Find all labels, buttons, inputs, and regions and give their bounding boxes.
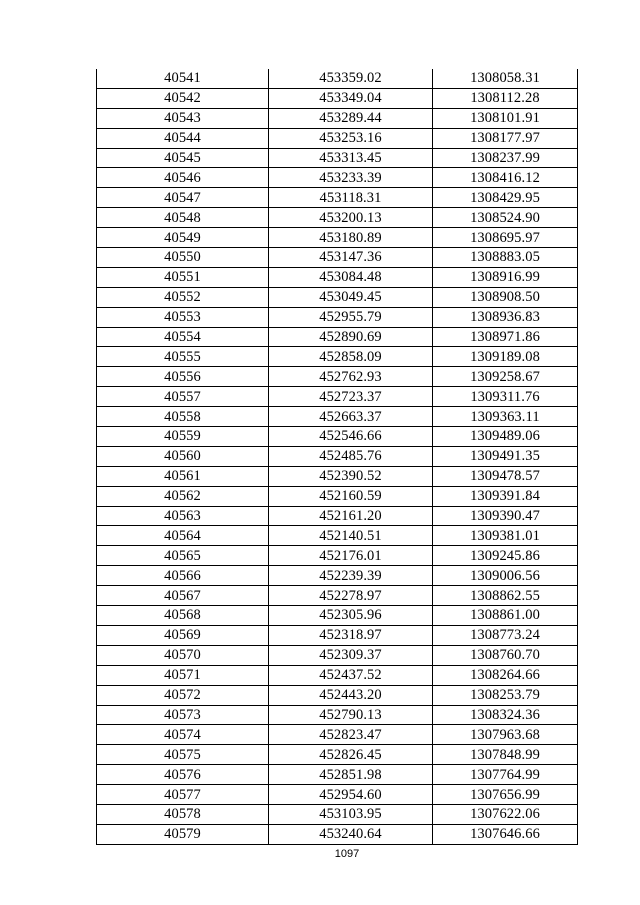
x-coordinate-cell: 452239.39 <box>269 566 433 586</box>
table-row <box>97 108 578 128</box>
x-coordinate-cell: 453289.44 <box>269 108 433 128</box>
point-id-cell: 40563 <box>97 506 269 526</box>
table-row <box>97 208 578 228</box>
table-row <box>97 765 578 785</box>
table-row <box>97 526 578 546</box>
point-id-cell: 40550 <box>97 248 269 268</box>
y-coordinate-cell: 1308429.95 <box>433 188 578 208</box>
point-id-cell: 40567 <box>97 586 269 606</box>
y-coordinate-cell: 1308695.97 <box>433 228 578 248</box>
x-coordinate-cell: 452318.97 <box>269 625 433 645</box>
x-coordinate-cell: 453180.89 <box>269 228 433 248</box>
table-row <box>97 267 578 287</box>
table-row <box>97 785 578 805</box>
point-id-cell: 40566 <box>97 566 269 586</box>
point-id-cell: 40562 <box>97 486 269 506</box>
x-coordinate-cell: 453313.45 <box>269 148 433 168</box>
y-coordinate-cell: 1308112.28 <box>433 88 578 108</box>
point-id-cell: 40574 <box>97 725 269 745</box>
table-row <box>97 407 578 427</box>
page-number: 1097 <box>334 848 360 860</box>
table-row <box>97 188 578 208</box>
x-coordinate-cell: 452723.37 <box>269 387 433 407</box>
point-id-cell: 40554 <box>97 327 269 347</box>
point-id-cell: 40572 <box>97 685 269 705</box>
point-id-cell: 40576 <box>97 765 269 785</box>
x-coordinate-cell: 452390.52 <box>269 466 433 486</box>
point-id-cell: 40568 <box>97 606 269 626</box>
x-coordinate-cell: 452851.98 <box>269 765 433 785</box>
table-row <box>97 725 578 745</box>
y-coordinate-cell: 1308177.97 <box>433 128 578 148</box>
coordinate-table-container <box>96 69 577 845</box>
table-row <box>97 168 578 188</box>
y-coordinate-cell: 1309381.01 <box>433 526 578 546</box>
point-id-cell: 40578 <box>97 804 269 824</box>
table-row <box>97 745 578 765</box>
y-coordinate-cell: 1307622.06 <box>433 804 578 824</box>
x-coordinate-cell: 452140.51 <box>269 526 433 546</box>
y-coordinate-cell: 1309311.76 <box>433 387 578 407</box>
y-coordinate-cell: 1308773.24 <box>433 625 578 645</box>
y-coordinate-cell: 1309489.06 <box>433 427 578 447</box>
table-row <box>97 645 578 665</box>
y-coordinate-cell: 1308237.99 <box>433 148 578 168</box>
x-coordinate-cell: 453200.13 <box>269 208 433 228</box>
y-coordinate-cell: 1308101.91 <box>433 108 578 128</box>
table-row <box>97 824 578 844</box>
y-coordinate-cell: 1309478.57 <box>433 466 578 486</box>
point-id-cell: 40551 <box>97 267 269 287</box>
point-id-cell: 40571 <box>97 665 269 685</box>
y-coordinate-cell: 1309006.56 <box>433 566 578 586</box>
y-coordinate-cell: 1308416.12 <box>433 168 578 188</box>
x-coordinate-cell: 453253.16 <box>269 128 433 148</box>
x-coordinate-cell: 453084.48 <box>269 267 433 287</box>
table-row <box>97 625 578 645</box>
point-id-cell: 40548 <box>97 208 269 228</box>
table-row <box>97 327 578 347</box>
y-coordinate-cell: 1308324.36 <box>433 705 578 725</box>
y-coordinate-cell: 1307646.66 <box>433 824 578 844</box>
point-id-cell: 40553 <box>97 307 269 327</box>
x-coordinate-cell: 453118.31 <box>269 188 433 208</box>
point-id-cell: 40541 <box>97 69 269 88</box>
y-coordinate-cell: 1309189.08 <box>433 347 578 367</box>
x-coordinate-cell: 453103.95 <box>269 804 433 824</box>
point-id-cell: 40545 <box>97 148 269 168</box>
y-coordinate-cell: 1309258.67 <box>433 367 578 387</box>
x-coordinate-cell: 452890.69 <box>269 327 433 347</box>
point-id-cell: 40558 <box>97 407 269 427</box>
x-coordinate-cell: 452823.47 <box>269 725 433 745</box>
x-coordinate-cell: 452954.60 <box>269 785 433 805</box>
x-coordinate-cell: 452485.76 <box>269 446 433 466</box>
table-row <box>97 228 578 248</box>
y-coordinate-cell: 1307848.99 <box>433 745 578 765</box>
table-row <box>97 486 578 506</box>
y-coordinate-cell: 1308058.31 <box>433 69 578 88</box>
point-id-cell: 40573 <box>97 705 269 725</box>
point-id-cell: 40543 <box>97 108 269 128</box>
table-row <box>97 665 578 685</box>
table-row <box>97 307 578 327</box>
x-coordinate-cell: 452437.52 <box>269 665 433 685</box>
point-id-cell: 40557 <box>97 387 269 407</box>
y-coordinate-cell: 1307764.99 <box>433 765 578 785</box>
x-coordinate-cell: 452161.20 <box>269 506 433 526</box>
point-id-cell: 40577 <box>97 785 269 805</box>
point-id-cell: 40552 <box>97 287 269 307</box>
y-coordinate-cell: 1308253.79 <box>433 685 578 705</box>
point-id-cell: 40544 <box>97 128 269 148</box>
coordinate-table <box>96 69 578 845</box>
y-coordinate-cell: 1309390.47 <box>433 506 578 526</box>
table-row <box>97 367 578 387</box>
x-coordinate-cell: 452955.79 <box>269 307 433 327</box>
y-coordinate-cell: 1309491.35 <box>433 446 578 466</box>
x-coordinate-cell: 453349.04 <box>269 88 433 108</box>
point-id-cell: 40559 <box>97 427 269 447</box>
x-coordinate-cell: 452278.97 <box>269 586 433 606</box>
y-coordinate-cell: 1308760.70 <box>433 645 578 665</box>
x-coordinate-cell: 452546.66 <box>269 427 433 447</box>
y-coordinate-cell: 1309391.84 <box>433 486 578 506</box>
point-id-cell: 40569 <box>97 625 269 645</box>
point-id-cell: 40570 <box>97 645 269 665</box>
table-row <box>97 446 578 466</box>
point-id-cell: 40560 <box>97 446 269 466</box>
y-coordinate-cell: 1309363.11 <box>433 407 578 427</box>
x-coordinate-cell: 452305.96 <box>269 606 433 626</box>
table-row <box>97 128 578 148</box>
y-coordinate-cell: 1307656.99 <box>433 785 578 805</box>
table-row <box>97 427 578 447</box>
x-coordinate-cell: 453359.02 <box>269 69 433 88</box>
y-coordinate-cell: 1308971.86 <box>433 327 578 347</box>
table-row <box>97 248 578 268</box>
table-row <box>97 566 578 586</box>
table-row <box>97 705 578 725</box>
point-id-cell: 40546 <box>97 168 269 188</box>
x-coordinate-cell: 452858.09 <box>269 347 433 367</box>
x-coordinate-cell: 452762.93 <box>269 367 433 387</box>
point-id-cell: 40575 <box>97 745 269 765</box>
x-coordinate-cell: 452790.13 <box>269 705 433 725</box>
x-coordinate-cell: 453147.36 <box>269 248 433 268</box>
x-coordinate-cell: 452160.59 <box>269 486 433 506</box>
table-row <box>97 347 578 367</box>
y-coordinate-cell: 1308524.90 <box>433 208 578 228</box>
table-row <box>97 506 578 526</box>
table-row <box>97 546 578 566</box>
table-row <box>97 685 578 705</box>
point-id-cell: 40556 <box>97 367 269 387</box>
x-coordinate-cell: 453240.64 <box>269 824 433 844</box>
table-body <box>97 69 578 844</box>
x-coordinate-cell: 452309.37 <box>269 645 433 665</box>
table-row <box>97 586 578 606</box>
y-coordinate-cell: 1308908.50 <box>433 287 578 307</box>
point-id-cell: 40561 <box>97 466 269 486</box>
x-coordinate-cell: 452443.20 <box>269 685 433 705</box>
table-row <box>97 606 578 626</box>
point-id-cell: 40564 <box>97 526 269 546</box>
table-row <box>97 287 578 307</box>
y-coordinate-cell: 1308862.55 <box>433 586 578 606</box>
point-id-cell: 40542 <box>97 88 269 108</box>
x-coordinate-cell: 452826.45 <box>269 745 433 765</box>
y-coordinate-cell: 1308916.99 <box>433 267 578 287</box>
x-coordinate-cell: 453049.45 <box>269 287 433 307</box>
table-row <box>97 804 578 824</box>
y-coordinate-cell: 1307963.68 <box>433 725 578 745</box>
y-coordinate-cell: 1308936.83 <box>433 307 578 327</box>
point-id-cell: 40547 <box>97 188 269 208</box>
table-row <box>97 148 578 168</box>
x-coordinate-cell: 452663.37 <box>269 407 433 427</box>
y-coordinate-cell: 1308264.66 <box>433 665 578 685</box>
x-coordinate-cell: 453233.39 <box>269 168 433 188</box>
point-id-cell: 40549 <box>97 228 269 248</box>
y-coordinate-cell: 1309245.86 <box>433 546 578 566</box>
point-id-cell: 40565 <box>97 546 269 566</box>
table-row <box>97 69 578 88</box>
table-row <box>97 387 578 407</box>
x-coordinate-cell: 452176.01 <box>269 546 433 566</box>
y-coordinate-cell: 1308861.00 <box>433 606 578 626</box>
point-id-cell: 40579 <box>97 824 269 844</box>
table-row <box>97 88 578 108</box>
y-coordinate-cell: 1308883.05 <box>433 248 578 268</box>
point-id-cell: 40555 <box>97 347 269 367</box>
table-row <box>97 466 578 486</box>
